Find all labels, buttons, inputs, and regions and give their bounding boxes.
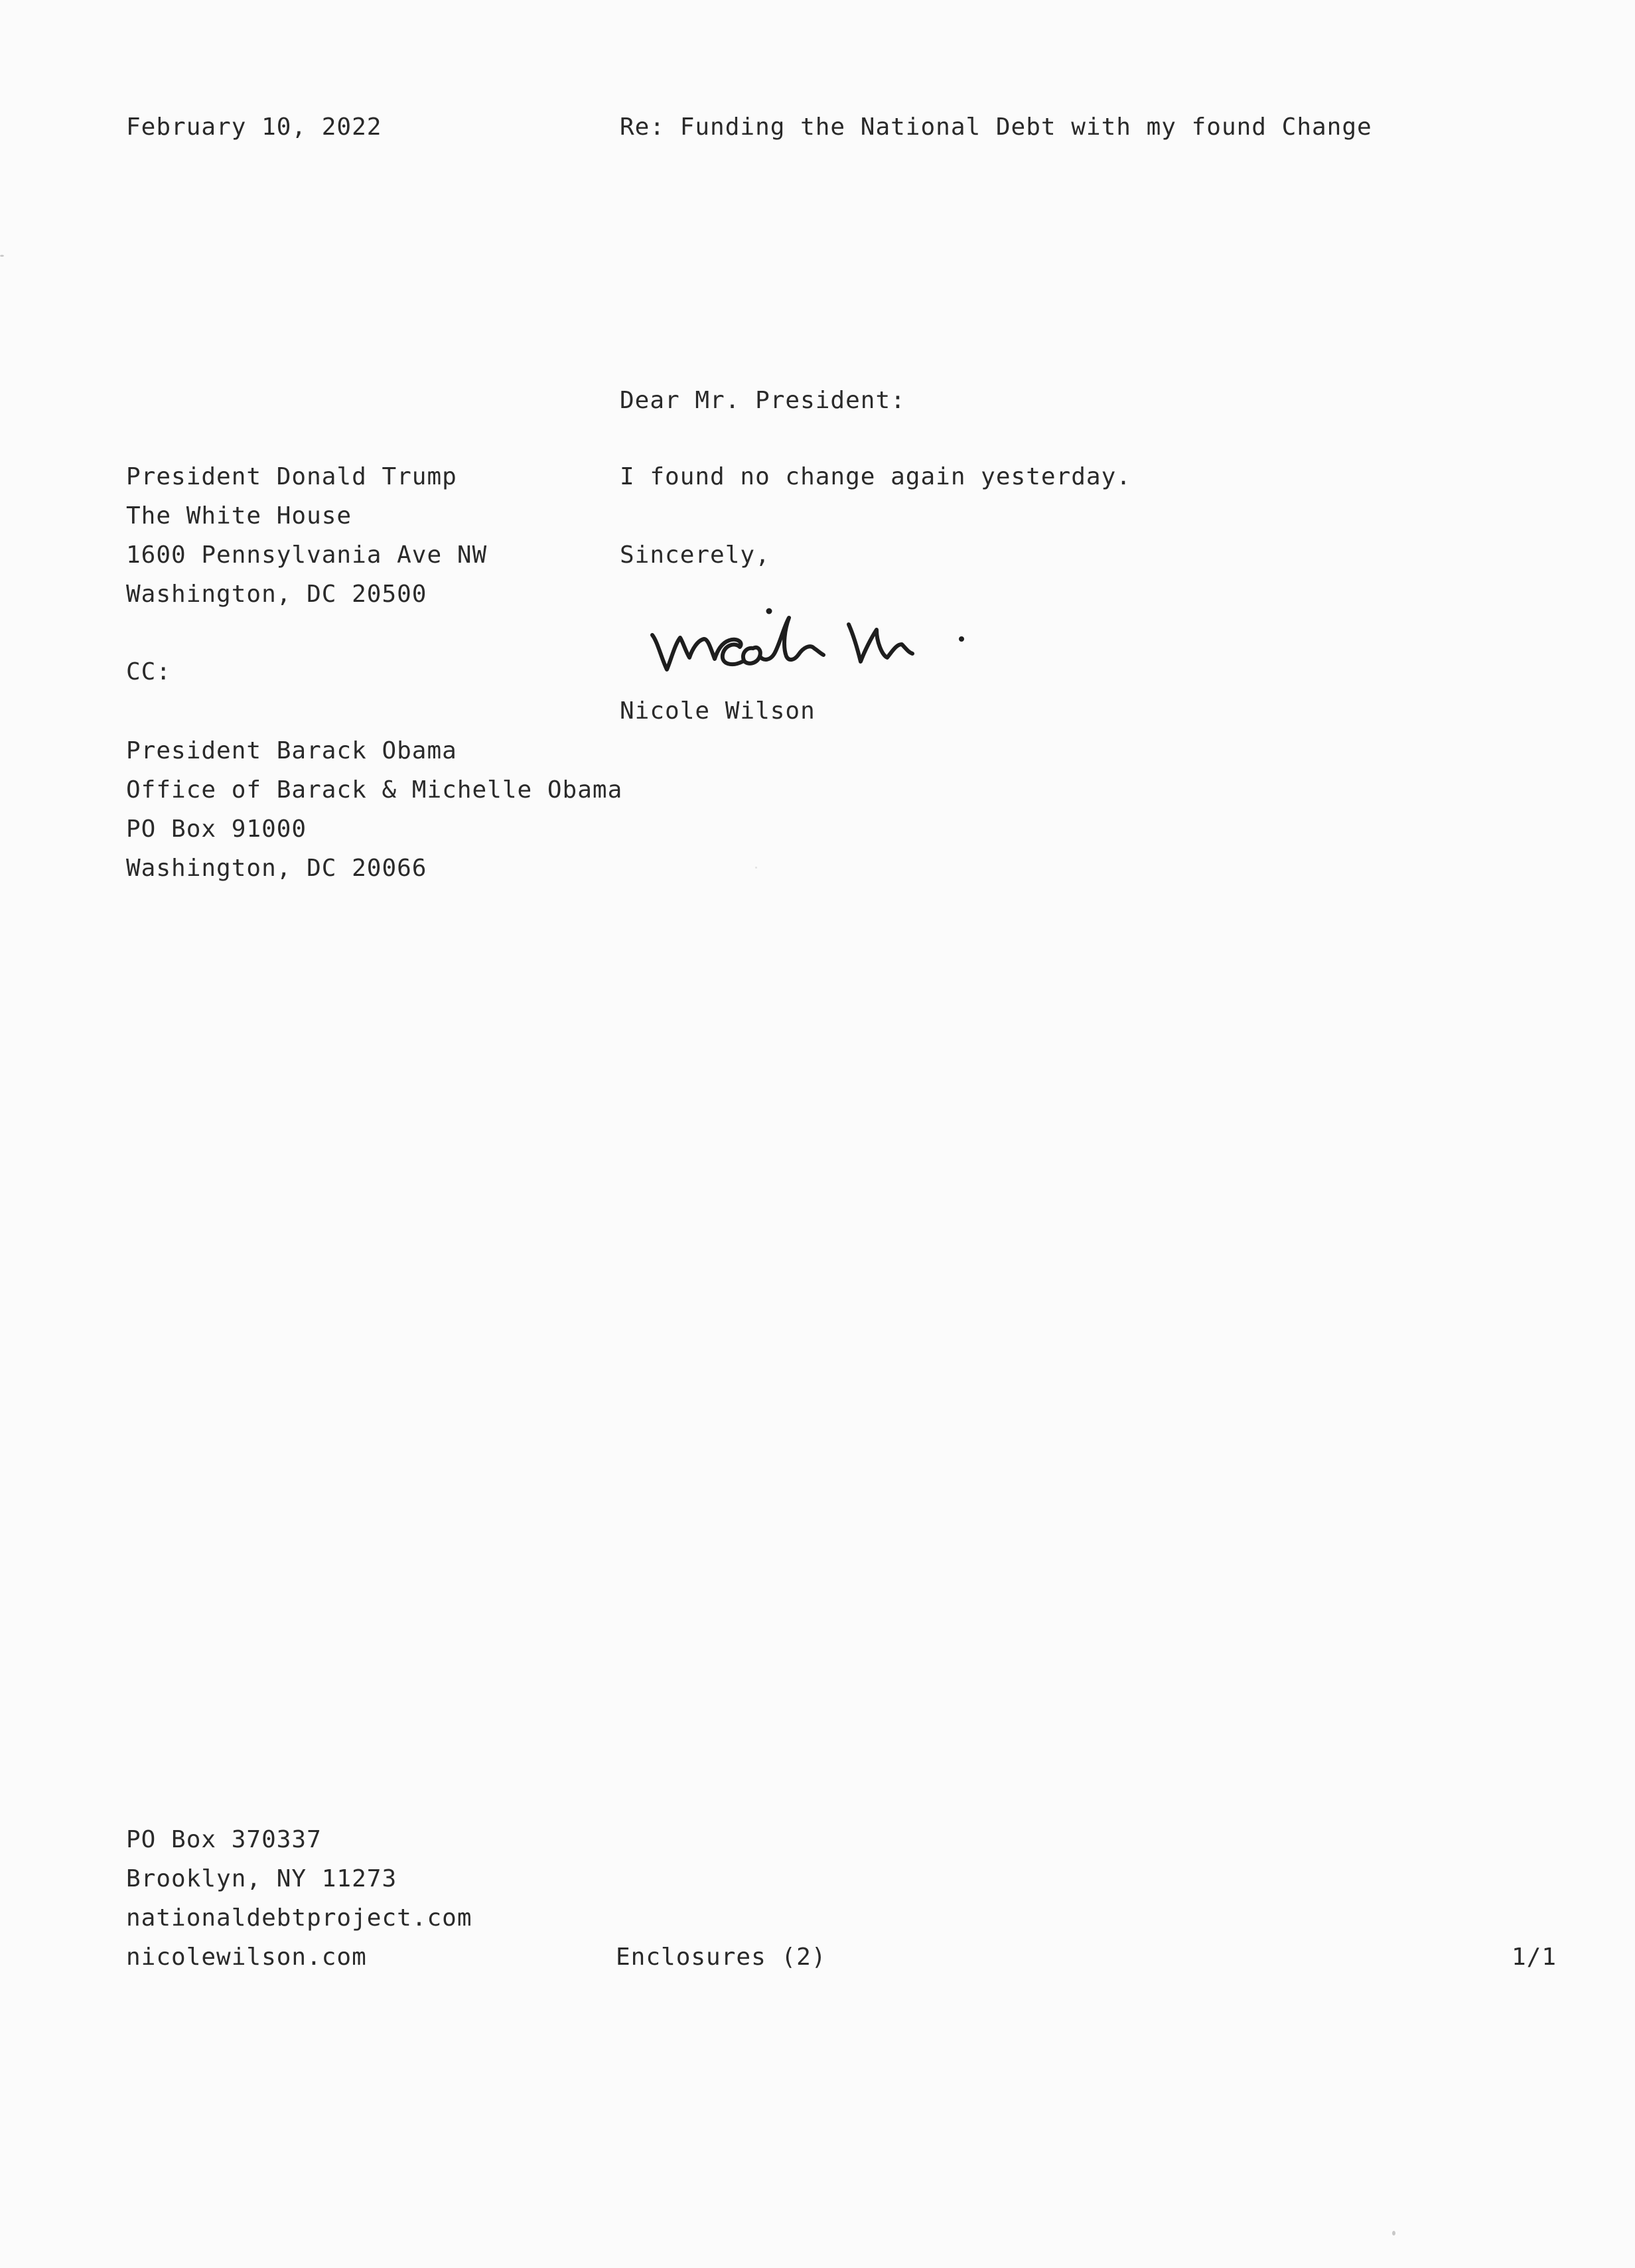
recipient-name: President Donald Trump xyxy=(126,463,457,490)
cc-section xyxy=(126,652,171,691)
cc-recipient-organization: Office of Barack & Michelle Obama xyxy=(126,776,623,804)
paper-speck xyxy=(1392,2231,1395,2235)
enclosures-note xyxy=(616,1938,826,1977)
page-number-text: 1/1 xyxy=(1512,1944,1557,1971)
sender-pobox: PO Box 370337 xyxy=(126,1826,322,1853)
signer-name: Nicole Wilson xyxy=(620,697,816,725)
salutation-text: Dear Mr. President: xyxy=(620,387,906,414)
signature-image xyxy=(647,601,1005,687)
signer xyxy=(620,691,816,731)
recipient-street: 1600 Pennsylvania Ave NW xyxy=(126,541,488,569)
sender-website-personal: nicolewilson.com xyxy=(126,1944,367,1971)
body-text: I found no change again yesterday. xyxy=(620,463,1131,490)
paper-speck xyxy=(755,867,757,869)
salutation xyxy=(620,381,906,420)
sender-website-project: nationaldebtproject.com xyxy=(126,1904,472,1932)
sender-city: Brooklyn, NY 11273 xyxy=(126,1865,397,1892)
recipient-organization: The White House xyxy=(126,502,352,530)
recipient-address xyxy=(126,457,487,614)
cc-recipient-name: President Barack Obama xyxy=(126,737,457,764)
closing-text: Sincerely, xyxy=(620,541,770,569)
cc-recipient-address xyxy=(126,731,622,888)
letter-subject xyxy=(620,107,1372,147)
letter-date xyxy=(126,107,382,147)
date-text: February 10, 2022 xyxy=(126,113,382,141)
closing xyxy=(620,535,770,575)
page-number xyxy=(1512,1938,1557,1977)
letter-body xyxy=(620,457,1131,496)
sender-address xyxy=(126,1820,472,1977)
cc-label: CC: xyxy=(126,658,172,685)
cc-recipient-city: Washington, DC 20066 xyxy=(126,855,427,882)
subject-text: Re: Funding the National Debt with my found Change xyxy=(620,113,1372,141)
cc-recipient-pobox: PO Box 91000 xyxy=(126,815,307,843)
recipient-city: Washington, DC 20500 xyxy=(126,581,427,608)
enclosures-text: Enclosures (2) xyxy=(616,1944,827,1971)
paper-speck xyxy=(0,255,4,257)
